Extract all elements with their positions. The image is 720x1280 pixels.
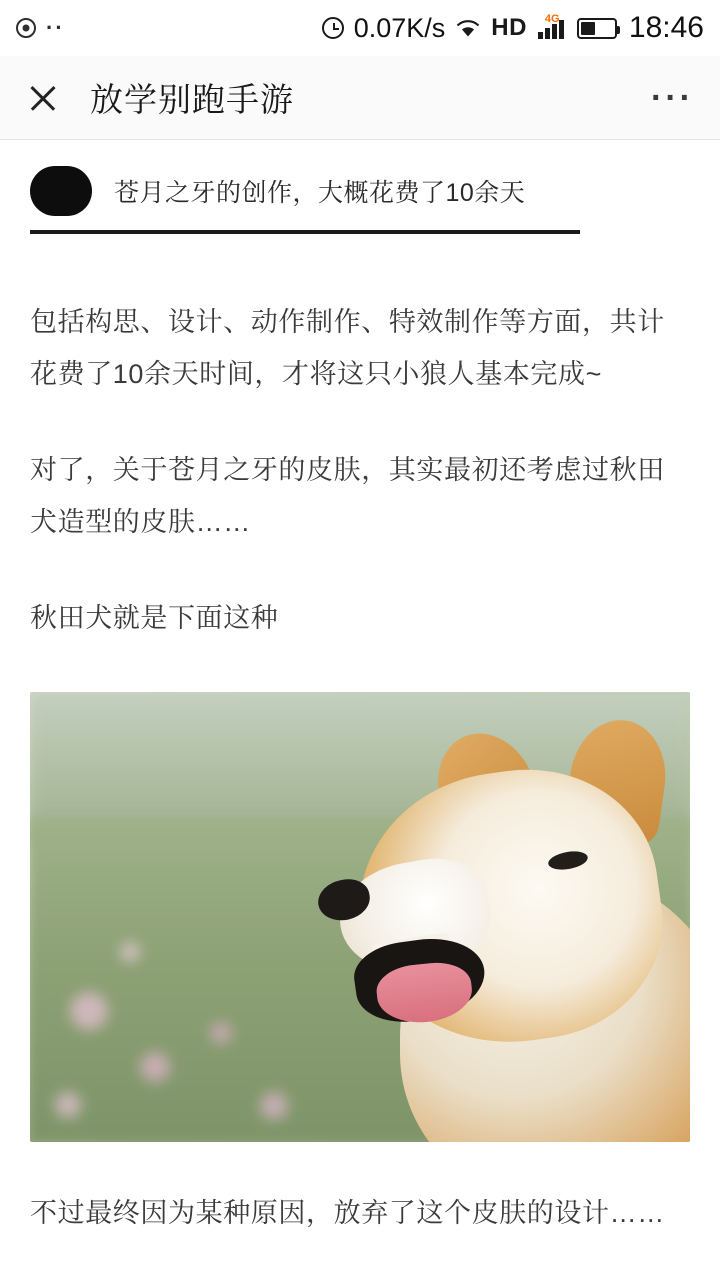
author-row <box>30 140 580 234</box>
article-paragraph-3: 秋田犬就是下面这种 <box>30 603 279 633</box>
image-bokeh-flower <box>120 942 140 962</box>
alarm-icon <box>322 17 344 39</box>
status-bar-right <box>322 11 704 45</box>
author-line: 苍月之牙的创作，大概花费了10余天 <box>114 179 526 207</box>
article-paragraph-2: 对了，关于苍月之牙的皮肤，其实最初还考虑过秋田犬造型的皮肤…… <box>30 455 665 537</box>
image-bokeh-flower <box>210 1022 232 1044</box>
status-bar <box>0 0 720 56</box>
app-title-bar <box>0 56 720 140</box>
article-content <box>0 140 720 1280</box>
status-bar-left <box>16 15 65 40</box>
image-bokeh-flower <box>140 1052 170 1082</box>
network-speed-label: 0.07K/s <box>353 12 446 43</box>
signal-generation-label: 4G <box>544 13 560 25</box>
hd-label: HD <box>491 14 527 41</box>
wifi-icon <box>455 18 481 38</box>
avatar <box>30 166 92 216</box>
dog-illustration <box>280 712 690 1142</box>
more-options-icon[interactable]: ··· <box>651 78 694 117</box>
image-bokeh-flower <box>70 992 108 1030</box>
signal-icon <box>537 13 567 39</box>
page-title: 放学别跑手游 <box>90 81 294 118</box>
clock-label: 18:46 <box>628 11 704 44</box>
close-icon[interactable] <box>26 81 60 115</box>
overflow-dots-icon: ·· <box>46 15 65 40</box>
article-closing-paragraph: 不过最终因为某种原因，放弃了这个皮肤的设计…… <box>30 1198 665 1228</box>
image-bokeh-flower <box>55 1092 81 1118</box>
battery-icon <box>577 18 617 39</box>
article-image-akita-dog[interactable] <box>30 692 690 1142</box>
article-paragraph-1: 包括构思、设计、动作制作、特效制作等方面，共计花费了10余天时间，才将这只小狼人基本完成~ <box>30 307 665 389</box>
record-dot-icon <box>16 18 36 38</box>
